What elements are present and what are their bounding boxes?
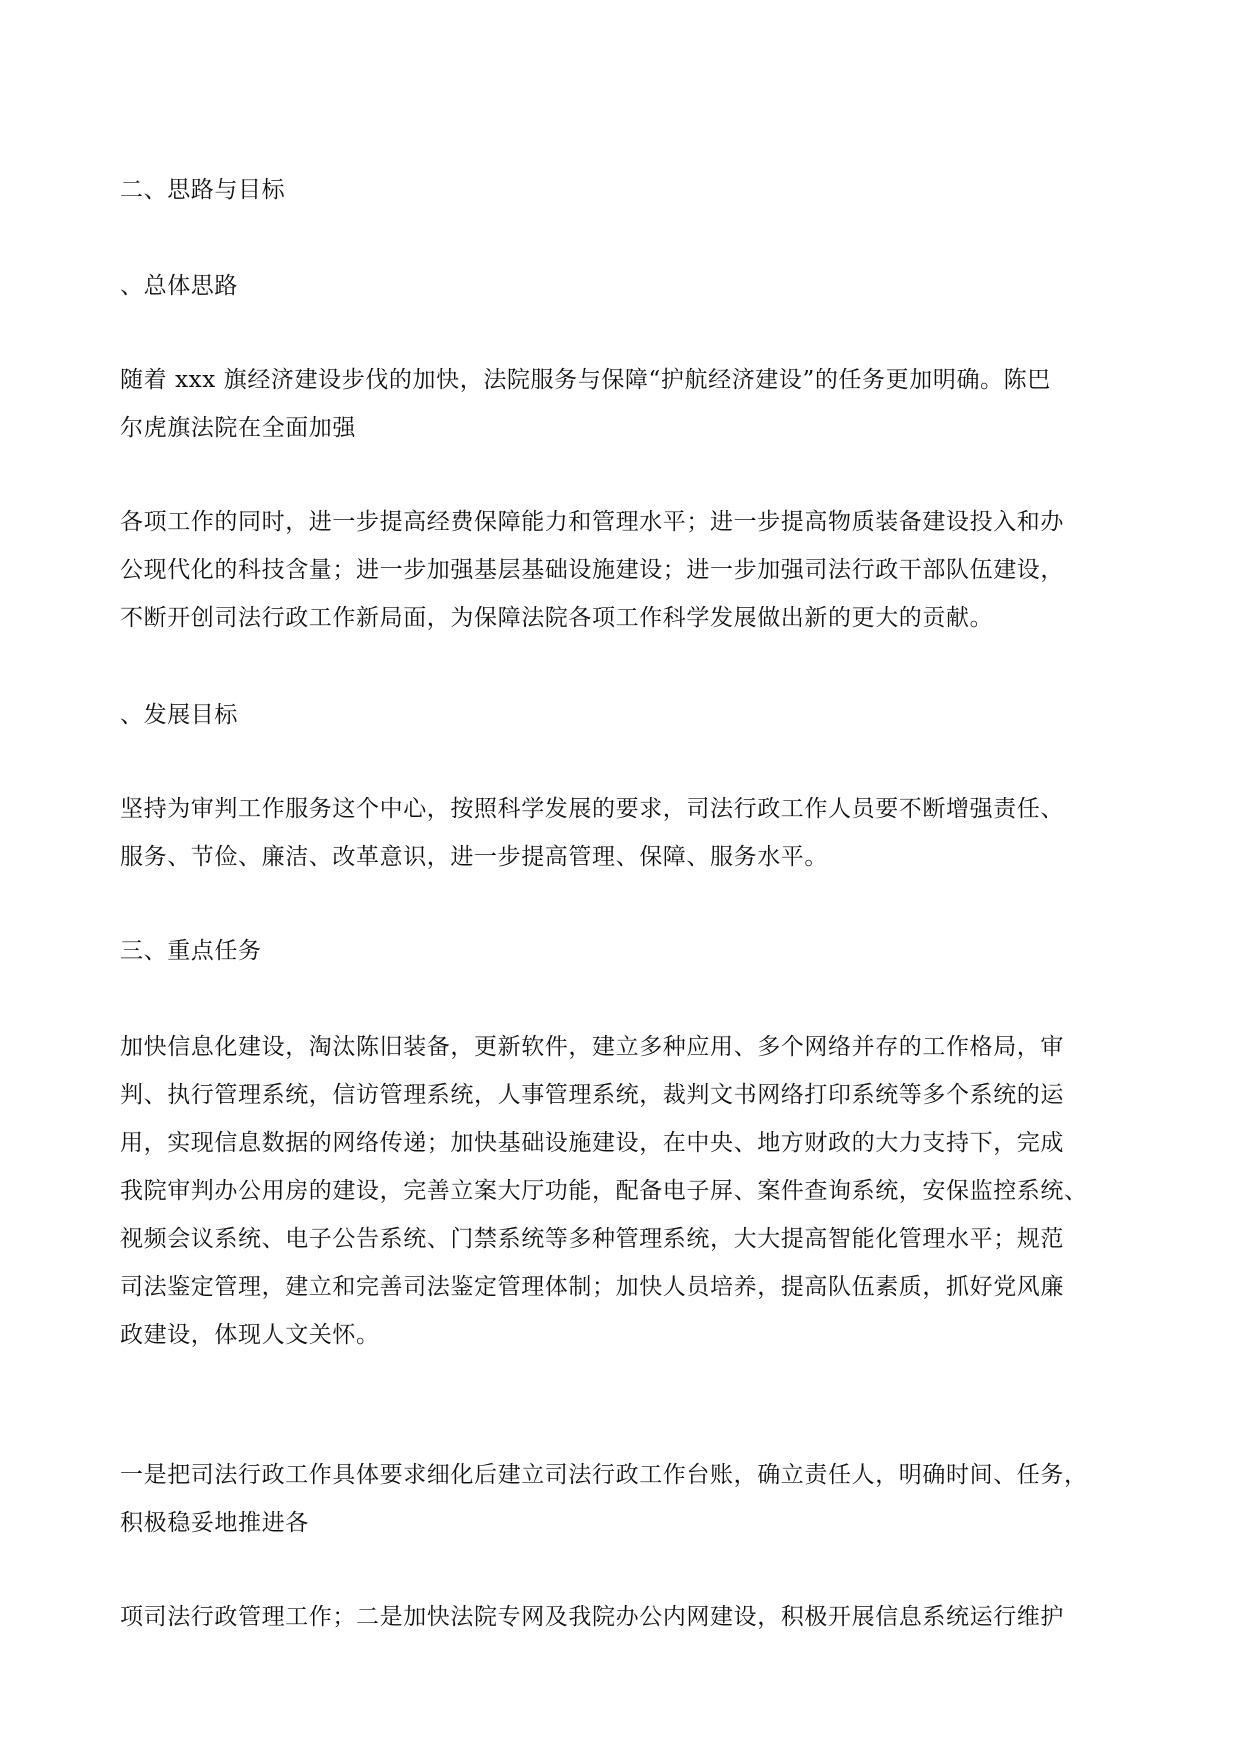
paragraph-6: [120, 1593, 1125, 1641]
paragraph-2: [120, 498, 1125, 642]
heading-text: 、总体思路: [120, 273, 238, 299]
heading-text: 三、重点任务: [120, 938, 262, 964]
heading-overall-approach: [120, 262, 1125, 310]
paragraph-line: 加快信息化建设，淘汰陈旧装备，更新软件，建立多种应用、多个网络并存的工作格局，审: [120, 1034, 1064, 1060]
paragraph-line: 视频会议系统、电子公告系统、门禁系统等多种管理系统，大大提高智能化管理水平；规范: [120, 1226, 1064, 1252]
paragraph-line: 用，实现信息数据的网络传递；加快基础设施建设，在中央、地方财政的大力支持下，完成: [120, 1130, 1064, 1156]
paragraph-1: [120, 356, 1125, 452]
paragraph-line: 司法鉴定管理，建立和完善司法鉴定管理体制；加快人员培养，提高队伍素质，抓好党风廉: [120, 1274, 1064, 1300]
paragraph-3: [120, 785, 1125, 881]
heading-section-2: [120, 166, 1125, 214]
heading-text: 、发展目标: [120, 702, 238, 728]
paragraph-line: 政建设，体现人文关怀。: [120, 1322, 380, 1348]
paragraph-line: 坚持为审判工作服务这个中心，按照科学发展的要求，司法行政工作人员要不断增强责任、: [120, 796, 1064, 822]
paragraph-4: [120, 1023, 1125, 1359]
paragraph-line: 项司法行政管理工作；二是加快法院专网及我院办公内网建设，积极开展信息系统运行维护: [120, 1604, 1064, 1630]
paragraph-line: 判、执行管理系统，信访管理系统，人事管理系统，裁判文书网络打印系统等多个系统的运: [120, 1082, 1064, 1108]
paragraph-line: 公现代化的科技含量；进一步加强基层基础设施建设；进一步加强司法行政干部队伍建设，: [120, 557, 1064, 583]
paragraph-line: 我院审判办公用房的建设，完善立案大厅功能，配备电子屏、案件查询系统，安保监控系统、: [120, 1178, 1088, 1204]
paragraph-line: 服务、节俭、廉洁、改革意识，进一步提高管理、保障、服务水平。: [120, 844, 828, 870]
paragraph-line: 各项工作的同时，进一步提高经费保障能力和管理水平；进一步提高物质装备建设投入和办: [120, 509, 1064, 535]
paragraph-line: 随着 xxx 旗经济建设步伐的加快，法院服务与保障“护航经济建设”的任务更加明确。陈巴: [120, 367, 1051, 393]
paragraph-line: 积极稳妥地推进各: [120, 1510, 309, 1536]
paragraph-line: 一是把司法行政工作具体要求细化后建立司法行政工作台账，确立责任人，明确时间、任务，: [120, 1462, 1088, 1488]
heading-text: 二、思路与目标: [120, 177, 286, 203]
paragraph-5: [120, 1451, 1125, 1547]
heading-section-3: [120, 927, 1125, 975]
paragraph-line: 不断开创司法行政工作新局面，为保障法院各项工作科学发展做出新的更大的贡献。: [120, 605, 994, 631]
paragraph-line: 尔虎旗法院在全面加强: [120, 415, 356, 441]
heading-development-goal: [120, 691, 1125, 739]
